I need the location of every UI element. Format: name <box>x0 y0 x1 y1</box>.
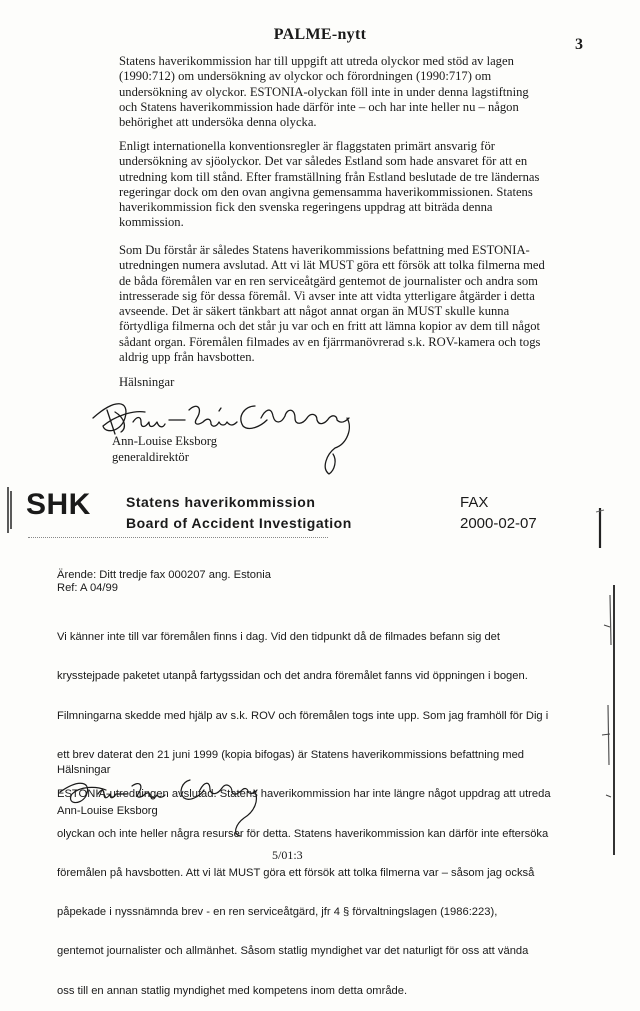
letter-signer-title: generaldirektör <box>112 450 189 464</box>
fax-body-line: föremålen på havsbotten. Att vi lät MUST göra ett försök att tolka filmerna var – såsom jag också <box>57 866 535 879</box>
page-title: PALME-nytt <box>273 26 367 43</box>
scan-edge-mark <box>6 485 14 535</box>
letterhead-divider <box>28 537 328 538</box>
fax-body-line: olyckan och inte heller några resurser för detta. Statens haverikommission kan därför inte eftersöka <box>57 827 549 840</box>
fax-body-line: kryssteјpade paketet utanpå fartygssidan och det andra föremålet fanns vid öppningen i bogen. <box>57 670 528 683</box>
fax-subject: Ärende: Ditt tredje fax 000207 ang. Estonia <box>57 569 271 581</box>
letter-greeting: Hälsningar <box>119 375 175 389</box>
fax-body-line: ESTONIA-utredningen avslutad. Statens haverikommission har inte längre något uppdrag att utreda <box>57 788 551 801</box>
agency-name-english: Board of Accident Investigation <box>126 515 352 531</box>
scan-edge-mark <box>594 508 606 548</box>
fax-body-line: gentemot journalister och allmänhet. Såsom statlig myndighet var det naturligt för oss att vända <box>57 945 529 958</box>
fax-date: 2000-02-07 <box>460 515 537 532</box>
fax-body-line: oss till en annan statlig myndighet med kompetens inom detta område. <box>57 984 408 997</box>
letter-paragraph-1: Statens haverikommission har till uppgift att utreda olyckor med stöd av lagen (1990:712) om undersökning av olyckor och förordningen (1990:717) om undersökning av olyckor. ESTONIA-olyckan föll inte in under denna lagstiftning och Statens haverikommission hade därför inte – och har inte heller nu – någon behörighet att undersöka denna olycka. <box>119 54 529 130</box>
page-number: 3 <box>575 36 583 53</box>
letter-paragraph-2: Enligt internationella konventionsregler är flaggstaten primärt ansvarig för undersökning av sjöolyckor. Det var således Estland som hade ansvaret för att en utredning kom till stånd. Efter framställning från Estland beslutade de tre ländernas regeringar dock om den ovan angivna gemensamma haverikommissionen. Statens haverikommission fick den svenska regeringens uppdrag att biträda denna kommission. <box>119 139 540 230</box>
fax-body-line: Filmningarna skedde med hjälp av s.k. ROV och föremålen togs inte upp. Som jag framhöll för Dig i <box>57 709 549 722</box>
letter-paragraph-3: Som Du förstår är således Statens haverikommissions befattning med ESTONIA-utredningen numera avslutad. Att vi lät MUST göra ett försök att tolka filmerna med de båda föremålen var en ren serviceåtgärd gentemot de journalister och andra som intresserade sig för dessa föremål. Vi avser inte att vidta ytterligare åtgärder i detta avseende. Det är säkert tänkbart att något annat organ än MUST skulle kunna förtydliga filmerna och det står ju var och en fritt att lämna kopior av dem till något sådant organ. Föremålen filmades av en fjärrmanövrerad s.k. ROV-kamera och togs aldrig upp från havsbotten. <box>119 243 545 365</box>
fax-body-line: Vi känner inte till var föremålen finns i dag. Vid den tidpunkt då de filmades befann sig det <box>57 631 501 644</box>
fax-body-line: påpekade i nyssnämnda brev - en ren serviceåtgärd, jfr 4 § förvaltningslagen (1986:223), <box>57 906 498 919</box>
fax-label: FAX <box>460 494 489 511</box>
agency-logo: SHK <box>26 488 91 521</box>
scan-edge-mark <box>580 585 620 855</box>
handwritten-signature <box>40 764 300 839</box>
letter-signer-name: Ann-Louise Eksborg <box>112 434 218 448</box>
page-reference: 5/01:3 <box>272 848 303 862</box>
fax-greeting: Hälsningar <box>57 764 111 776</box>
fax-reference: Ref: A 04/99 <box>57 582 118 594</box>
agency-name-swedish: Statens haverikommission <box>126 494 316 510</box>
fax-signer-name: Ann-Louise Eksborg <box>57 805 158 817</box>
fax-body-line: ett brev daterat den 21 juni 1999 (kopia bifogas) är Statens haverikommissions befattning med <box>57 749 525 762</box>
